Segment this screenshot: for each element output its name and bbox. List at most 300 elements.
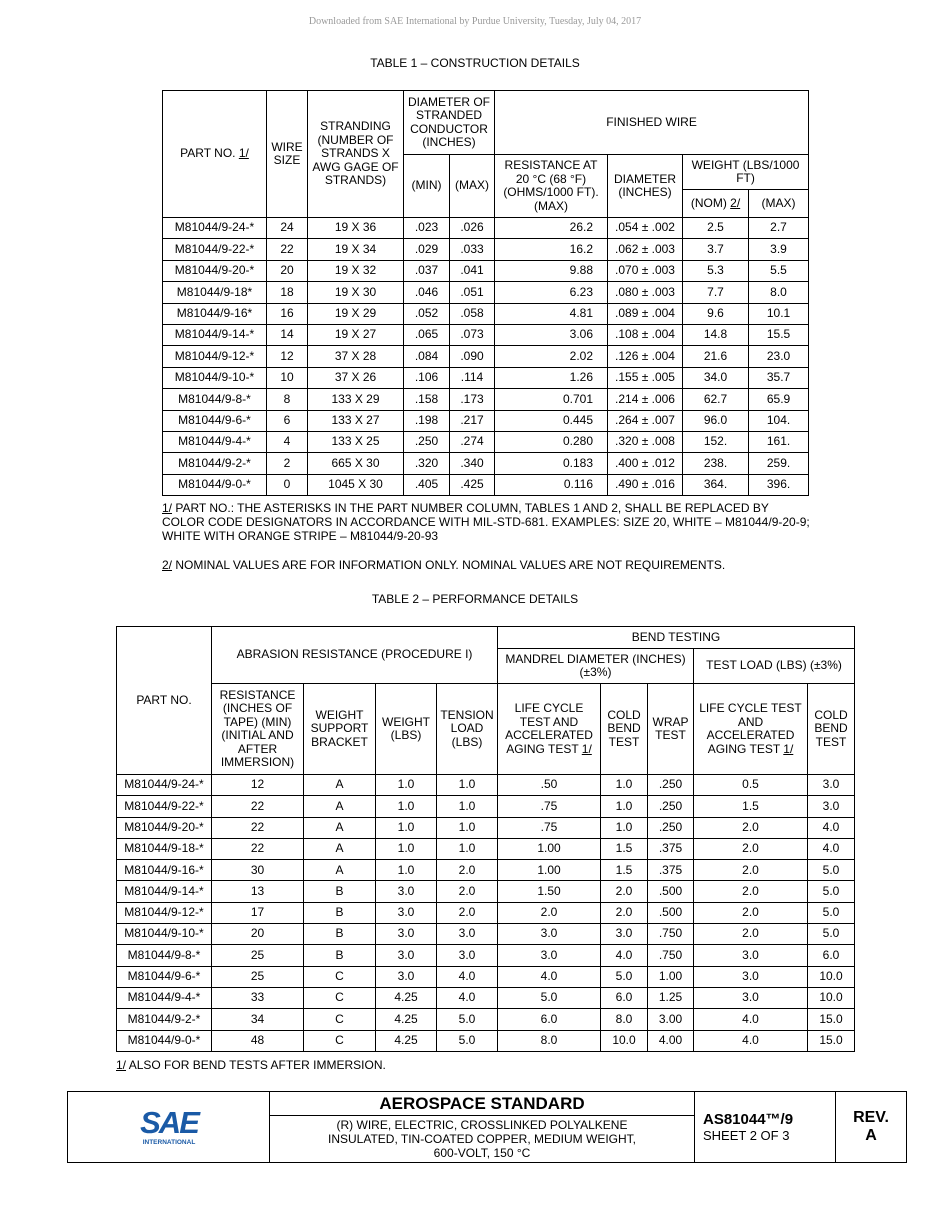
table-cell: 3.7 — [683, 239, 749, 260]
table-cell: 65.9 — [749, 389, 809, 410]
t1-header-stranding: STRANDING (NUMBER OF STRANDS X AWG GAGE OF STRANDS) — [308, 91, 404, 218]
table-cell: 1.0 — [376, 838, 437, 859]
table-cell: .274 — [450, 431, 495, 452]
t2-header-abrasion: ABRASION RESISTANCE (PROCEDURE I) — [212, 627, 498, 684]
table-cell: 104. — [749, 410, 809, 431]
table-cell: 259. — [749, 453, 809, 474]
table-cell: 5.0 — [808, 881, 855, 902]
table-cell: B — [304, 902, 376, 923]
standard-subtitle: (R) WIRE, ELECTRIC, CROSSLINKED POLYALKENE INSULATED, TIN-COATED COPPER, MEDIUM WEIGHT, 600-VOLT, 150 °C — [270, 1116, 695, 1163]
construction-details-table — [162, 90, 809, 496]
table-cell: 14 — [267, 324, 308, 345]
table-cell: .198 — [404, 410, 450, 431]
table-row — [163, 260, 809, 281]
table-cell: 0.183 — [495, 453, 608, 474]
table-cell: 4.0 — [601, 945, 648, 966]
table-cell: 7.7 — [683, 282, 749, 303]
table1-caption: TABLE 1 – CONSTRUCTION DETAILS — [370, 56, 580, 70]
table-cell: .046 — [404, 282, 450, 303]
table-cell: 33 — [212, 987, 304, 1008]
table-cell: C — [304, 966, 376, 987]
table-cell: 20 — [212, 924, 304, 945]
table-cell: A — [304, 817, 376, 838]
table-cell: B — [304, 945, 376, 966]
table-cell: .026 — [450, 218, 495, 239]
table-cell: 15.5 — [749, 324, 809, 345]
table-cell: M81044/9-14-* — [117, 881, 212, 902]
table-cell: 4.0 — [437, 987, 498, 1008]
doc-number-cell — [695, 1092, 836, 1163]
table-cell: 133 X 27 — [308, 410, 404, 431]
t1-header-nom: (NOM) 2/ — [683, 190, 749, 218]
table-cell: .054 ± .002 — [608, 218, 683, 239]
table-cell: 62.7 — [683, 389, 749, 410]
table-cell: 22 — [267, 239, 308, 260]
table-cell: 3.0 — [376, 902, 437, 923]
table-row — [117, 902, 855, 923]
table-cell: .217 — [450, 410, 495, 431]
t2-header-resistance: RESISTANCE (INCHES OF TAPE) (MIN) (INITIAL AND AFTER IMMERSION) — [212, 684, 304, 775]
table-cell: 2 — [267, 453, 308, 474]
table-cell: 22 — [212, 838, 304, 859]
t1-header-finished-wire: FINISHED WIRE — [495, 91, 809, 155]
table-cell: .320 ± .008 — [608, 431, 683, 452]
table-cell: 10.1 — [749, 303, 809, 324]
t1-header-weight-max: (MAX) — [749, 190, 809, 218]
table-row — [163, 218, 809, 239]
table-row — [163, 474, 809, 495]
t2-header-wrap: WRAP TEST — [648, 684, 694, 775]
table-cell: 5.0 — [601, 966, 648, 987]
table-cell: 1.5 — [694, 796, 808, 817]
sae-logo-subtext: INTERNATIONAL — [142, 1138, 195, 1146]
table-cell: 18 — [267, 282, 308, 303]
t2-header-cold-bend: COLD BEND TEST — [601, 684, 648, 775]
sae-logo-icon — [129, 1103, 209, 1147]
table-cell: C — [304, 1030, 376, 1051]
table-cell: 133 X 29 — [308, 389, 404, 410]
table-cell: 364. — [683, 474, 749, 495]
table-cell: M81044/9-14-* — [163, 324, 267, 345]
table-cell: 1.0 — [376, 796, 437, 817]
table-row — [117, 796, 855, 817]
table-cell: 96.0 — [683, 410, 749, 431]
table-cell: 4.0 — [437, 966, 498, 987]
t2-header-weight: WEIGHT (LBS) — [376, 684, 437, 775]
table-cell: M81044/9-12-* — [117, 902, 212, 923]
table-cell: 1.0 — [437, 796, 498, 817]
table-cell: 3.0 — [437, 924, 498, 945]
table-cell: .500 — [648, 902, 694, 923]
table-cell: 2.0 — [437, 902, 498, 923]
table-row — [163, 389, 809, 410]
table-cell: 1.5 — [601, 860, 648, 881]
table-cell: 2.02 — [495, 346, 608, 367]
table-cell: 8 — [267, 389, 308, 410]
table-row — [163, 282, 809, 303]
table-cell: C — [304, 987, 376, 1008]
table-cell: 4.25 — [376, 1030, 437, 1051]
table-cell: 24 — [267, 218, 308, 239]
table-cell: 34.0 — [683, 367, 749, 388]
t2-header-part-no: PART NO. — [117, 627, 212, 775]
table-cell: 1.0 — [437, 775, 498, 796]
table-cell: 396. — [749, 474, 809, 495]
table-cell: .250 — [648, 817, 694, 838]
rev-label: REV. — [853, 1109, 889, 1126]
table-cell: 0 — [267, 474, 308, 495]
table-cell: 8.0 — [749, 282, 809, 303]
table-cell: 3.06 — [495, 324, 608, 345]
table-cell: 4.0 — [694, 1030, 808, 1051]
table-row — [117, 945, 855, 966]
table-cell: 1.26 — [495, 367, 608, 388]
table-cell: 35.7 — [749, 367, 809, 388]
table-cell: 3.0 — [694, 966, 808, 987]
table-cell: 5.0 — [808, 924, 855, 945]
table-cell: B — [304, 881, 376, 902]
table-cell: M81044/9-12-* — [163, 346, 267, 367]
table-cell: 37 X 28 — [308, 346, 404, 367]
table-cell: 15.0 — [808, 1009, 855, 1030]
table-cell: M81044/9-22-* — [163, 239, 267, 260]
table-cell: M81044/9-20-* — [117, 817, 212, 838]
table-cell: 19 X 36 — [308, 218, 404, 239]
table-row — [163, 239, 809, 260]
table-cell: .425 — [450, 474, 495, 495]
table-cell: B — [304, 924, 376, 945]
table-cell: 30 — [212, 860, 304, 881]
table-cell: .070 ± .003 — [608, 260, 683, 281]
table-cell: A — [304, 796, 376, 817]
table-cell: 21.6 — [683, 346, 749, 367]
table-cell: .108 ± .004 — [608, 324, 683, 345]
table-cell: 1.0 — [437, 817, 498, 838]
table-cell: 3.0 — [498, 924, 601, 945]
table-cell: 16 — [267, 303, 308, 324]
table-cell: 5.0 — [437, 1030, 498, 1051]
table-cell: 2.0 — [694, 902, 808, 923]
table-cell: 6 — [267, 410, 308, 431]
table-cell: 2.0 — [694, 838, 808, 859]
table-cell: 1.50 — [498, 881, 601, 902]
table-cell: .75 — [498, 796, 601, 817]
table-cell: 1.0 — [376, 817, 437, 838]
table-cell: M81044/9-10-* — [117, 924, 212, 945]
table-cell: 20 — [267, 260, 308, 281]
t2-header-life-cycle-load: LIFE CYCLE TEST AND ACCELERATED AGING TEST 1/ — [694, 684, 808, 775]
table-cell: .089 ± .004 — [608, 303, 683, 324]
t2-header-mandrel: MANDREL DIAMETER (INCHES) (±3%) — [498, 649, 694, 684]
t1-header-part-no: PART NO. 1/ — [163, 91, 267, 218]
t1-header-wire-size: WIRE SIZE — [267, 91, 308, 218]
table-cell: .320 — [404, 453, 450, 474]
t1-header-diameter: DIAMETER (INCHES) — [608, 155, 683, 218]
table1-note-2: 2/ NOMINAL VALUES ARE FOR INFORMATION ONLY. NOMINAL VALUES ARE NOT REQUIREMENTS. — [162, 558, 726, 572]
table-cell: 1.0 — [376, 775, 437, 796]
table-cell: 5.0 — [498, 987, 601, 1008]
table-cell: 12 — [267, 346, 308, 367]
table-cell: 2.7 — [749, 218, 809, 239]
table-cell: 25 — [212, 945, 304, 966]
table-row — [117, 860, 855, 881]
table-row — [163, 453, 809, 474]
table-cell: 5.0 — [808, 860, 855, 881]
table2-note: 1/ ALSO FOR BEND TESTS AFTER IMMERSION. — [116, 1058, 386, 1072]
table-cell: 4.25 — [376, 987, 437, 1008]
table-cell: .051 — [450, 282, 495, 303]
table-cell: .058 — [450, 303, 495, 324]
table-cell: 16.2 — [495, 239, 608, 260]
table-cell: 12 — [212, 775, 304, 796]
table-cell: .106 — [404, 367, 450, 388]
table-cell: A — [304, 838, 376, 859]
table-cell: 19 X 32 — [308, 260, 404, 281]
table-cell: 1.0 — [601, 775, 648, 796]
title-block — [67, 1091, 907, 1163]
table-cell: 10.0 — [808, 987, 855, 1008]
table-cell: M81044/9-10-* — [163, 367, 267, 388]
table-cell: 8.0 — [601, 1009, 648, 1030]
table-cell: 4.0 — [808, 838, 855, 859]
table-cell: .500 — [648, 881, 694, 902]
t2-header-tension: TENSION LOAD (LBS) — [437, 684, 498, 775]
table-cell: 10.0 — [808, 966, 855, 987]
t2-header-life-cycle: LIFE CYCLE TEST AND ACCELERATED AGING TEST 1/ — [498, 684, 601, 775]
table-cell: C — [304, 1009, 376, 1030]
table-cell: 0.280 — [495, 431, 608, 452]
table-cell: 1.0 — [376, 860, 437, 881]
table-cell: 133 X 25 — [308, 431, 404, 452]
table-cell: 3.0 — [437, 945, 498, 966]
table-cell: .126 ± .004 — [608, 346, 683, 367]
table-cell: M81044/9-2-* — [117, 1009, 212, 1030]
table-cell: .052 — [404, 303, 450, 324]
table-cell: M81044/9-22-* — [117, 796, 212, 817]
table-cell: 0.116 — [495, 474, 608, 495]
table-cell: M81044/9-0-* — [163, 474, 267, 495]
table-row — [117, 775, 855, 796]
table-cell: 19 X 30 — [308, 282, 404, 303]
table-row — [117, 881, 855, 902]
table-cell: 4.81 — [495, 303, 608, 324]
table-cell: 2.0 — [694, 924, 808, 945]
t1-header-diameter-stranded: DIAMETER OF STRANDED CONDUCTOR (INCHES) — [404, 91, 495, 155]
table-cell: .750 — [648, 924, 694, 945]
table-cell: 3.0 — [498, 945, 601, 966]
t2-header-bracket: WEIGHT SUPPORT BRACKET — [304, 684, 376, 775]
table-cell: 10.0 — [601, 1030, 648, 1051]
table-cell: 26.2 — [495, 218, 608, 239]
table-cell: .405 — [404, 474, 450, 495]
table-cell: M81044/9-4-* — [117, 987, 212, 1008]
table-cell: 2.0 — [498, 902, 601, 923]
table-cell: .490 ± .016 — [608, 474, 683, 495]
table-cell: 2.0 — [601, 881, 648, 902]
table-cell: A — [304, 860, 376, 881]
table-row — [117, 987, 855, 1008]
t2-header-cold-bend-load: COLD BEND TEST — [808, 684, 855, 775]
table-cell: M81044/9-6-* — [117, 966, 212, 987]
table-cell: 23.0 — [749, 346, 809, 367]
table-row — [163, 346, 809, 367]
table-cell: M81044/9-16-* — [117, 860, 212, 881]
sae-logo — [68, 1092, 270, 1163]
table-cell: 5.5 — [749, 260, 809, 281]
table-cell: 19 X 29 — [308, 303, 404, 324]
table-cell: .080 ± .003 — [608, 282, 683, 303]
table-cell: 4.0 — [498, 966, 601, 987]
t2-header-bend-testing: BEND TESTING — [498, 627, 855, 649]
table-cell: M81044/9-4-* — [163, 431, 267, 452]
table-cell: 1.00 — [498, 838, 601, 859]
table-cell: M81044/9-8-* — [117, 945, 212, 966]
table-cell: 4 — [267, 431, 308, 452]
table-cell: .033 — [450, 239, 495, 260]
table-cell: M81044/9-20-* — [163, 260, 267, 281]
table-cell: 2.0 — [601, 902, 648, 923]
table-cell: .090 — [450, 346, 495, 367]
table-cell: 3.0 — [376, 924, 437, 945]
rev-value: A — [865, 1127, 877, 1144]
table-cell: 9.88 — [495, 260, 608, 281]
table-cell: M81044/9-8-* — [163, 389, 267, 410]
table-cell: 2.5 — [683, 218, 749, 239]
table-cell: .114 — [450, 367, 495, 388]
sae-logo-text: SAE — [139, 1104, 198, 1140]
table-cell: .50 — [498, 775, 601, 796]
table-cell: .037 — [404, 260, 450, 281]
table-cell: .084 — [404, 346, 450, 367]
table-cell: 1.00 — [648, 966, 694, 987]
table-cell: 3.0 — [376, 945, 437, 966]
table-cell: 238. — [683, 453, 749, 474]
table-cell: 5.0 — [437, 1009, 498, 1030]
table-cell: .250 — [648, 775, 694, 796]
table-cell: .250 — [404, 431, 450, 452]
table-cell: 25 — [212, 966, 304, 987]
table-cell: 4.00 — [648, 1030, 694, 1051]
table-cell: 2.0 — [694, 860, 808, 881]
table-cell: 8.0 — [498, 1030, 601, 1051]
table-cell: M81044/9-6-* — [163, 410, 267, 431]
table-row — [163, 303, 809, 324]
table-cell: .029 — [404, 239, 450, 260]
table-cell: 1045 X 30 — [308, 474, 404, 495]
table-cell: M81044/9-16* — [163, 303, 267, 324]
table-row — [163, 324, 809, 345]
table-cell: 3.0 — [601, 924, 648, 945]
revision-cell — [836, 1092, 907, 1163]
table-cell: 3.0 — [808, 796, 855, 817]
table-cell: 1.00 — [498, 860, 601, 881]
table-cell: 5.3 — [683, 260, 749, 281]
table-cell: M81044/9-18* — [163, 282, 267, 303]
table-cell: .375 — [648, 838, 694, 859]
performance-details-table — [116, 626, 855, 1052]
table-cell: 14.8 — [683, 324, 749, 345]
table-cell: M81044/9-2-* — [163, 453, 267, 474]
sheet-number: SHEET 2 OF 3 — [703, 1128, 790, 1143]
table-cell: 3.0 — [694, 987, 808, 1008]
table-cell: 22 — [212, 796, 304, 817]
table-cell: 1.0 — [437, 838, 498, 859]
table-cell: 3.0 — [808, 775, 855, 796]
table-cell: 0.701 — [495, 389, 608, 410]
table-cell: 3.9 — [749, 239, 809, 260]
table-cell: 161. — [749, 431, 809, 452]
table-cell: 1.5 — [601, 838, 648, 859]
table-cell: 6.0 — [498, 1009, 601, 1030]
table-cell: .264 ± .007 — [608, 410, 683, 431]
t2-header-test-load: TEST LOAD (LBS) (±3%) — [694, 649, 855, 684]
table-cell: .173 — [450, 389, 495, 410]
table-cell: .75 — [498, 817, 601, 838]
table1-note-1: 1/ PART NO.: THE ASTERISKS IN THE PART NUMBER COLUMN, TABLES 1 AND 2, SHALL BE REPLACED BY COLOR CODE DESIGNATORS IN ACCORDANCE WITH MIL-STD-681. EXAMPLES: SIZE 20, WHITE – M81044/9-20-9; WHITE WITH ORANGE STRIPE – M81044/9-20-93 — [162, 501, 810, 543]
t1-header-resistance: RESISTANCE AT 20 °C (68 °F) (OHMS/1000 FT). (MAX) — [495, 155, 608, 218]
table-cell: 37 X 26 — [308, 367, 404, 388]
table-cell: 13 — [212, 881, 304, 902]
t1-header-weight: WEIGHT (LBS/1000 FT) — [683, 155, 809, 190]
table-cell: 19 X 34 — [308, 239, 404, 260]
table-cell: 34 — [212, 1009, 304, 1030]
table-cell: 2.0 — [694, 817, 808, 838]
table-cell: 2.0 — [694, 881, 808, 902]
table-cell: .155 ± .005 — [608, 367, 683, 388]
table-cell: .023 — [404, 218, 450, 239]
table-cell: M81044/9-18-* — [117, 838, 212, 859]
table-row — [117, 838, 855, 859]
table-row — [163, 431, 809, 452]
table-cell: 3.0 — [376, 881, 437, 902]
table-cell: .062 ± .003 — [608, 239, 683, 260]
table-cell: 10 — [267, 367, 308, 388]
table-cell: 1.0 — [601, 817, 648, 838]
table-cell: .065 — [404, 324, 450, 345]
table-cell: 2.0 — [437, 860, 498, 881]
table-cell: M81044/9-24-* — [117, 775, 212, 796]
table-cell: 1.25 — [648, 987, 694, 1008]
table-cell: 6.0 — [601, 987, 648, 1008]
table-cell: 3.00 — [648, 1009, 694, 1030]
table-cell: 6.0 — [808, 945, 855, 966]
table-cell: .750 — [648, 945, 694, 966]
table-cell: 48 — [212, 1030, 304, 1051]
table-cell: .158 — [404, 389, 450, 410]
table-cell: M81044/9-0-* — [117, 1030, 212, 1051]
table-cell: 17 — [212, 902, 304, 923]
table-cell: M81044/9-24-* — [163, 218, 267, 239]
download-watermark: Downloaded from SAE International by Purdue University, Tuesday, July 04, 2017 — [308, 16, 642, 27]
t1-header-max: (MAX) — [450, 155, 495, 218]
table-cell: 19 X 27 — [308, 324, 404, 345]
table-row — [117, 1009, 855, 1030]
table-cell: 4.0 — [694, 1009, 808, 1030]
table-cell: 22 — [212, 817, 304, 838]
table-cell: 4.0 — [808, 817, 855, 838]
table-row — [117, 966, 855, 987]
doc-number: AS81044™/9 — [703, 1111, 794, 1128]
table-row — [163, 410, 809, 431]
table-row — [117, 924, 855, 945]
table-cell: 3.0 — [694, 945, 808, 966]
table-cell: 6.23 — [495, 282, 608, 303]
table-cell: 2.0 — [437, 881, 498, 902]
table-cell: 152. — [683, 431, 749, 452]
table-cell: 4.25 — [376, 1009, 437, 1030]
table-cell: 5.0 — [808, 902, 855, 923]
table-cell: 9.6 — [683, 303, 749, 324]
